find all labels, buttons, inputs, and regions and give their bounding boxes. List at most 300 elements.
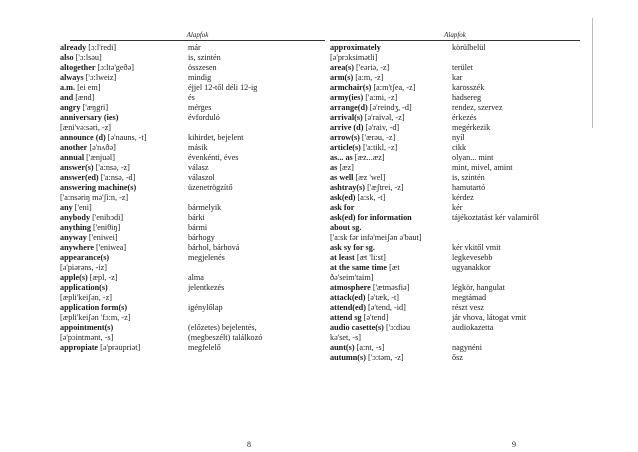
dictionary-entry [60,83,325,93]
entry-pronunciation: ['ɔ:lsəu] [73,53,102,62]
entry-pronunciation: [ə'prɔksimətli] [330,53,378,62]
entry-translation: megjelenés [188,253,225,262]
dictionary-entry [330,213,580,223]
dictionary-entry [330,123,580,133]
entry-headword: apple(s) [60,273,88,282]
entry-translation [188,123,325,133]
entry-pronunciation: [ə'tend, -id] [365,303,406,312]
entry-pronunciation: [æni'və:səri, -z] [60,123,112,132]
entry-pronunciation: ['eni] [72,203,92,212]
entry-translation: bárhogy [188,233,215,242]
dictionary-entry [60,113,325,123]
entry-headword-cell [60,213,188,223]
entry-translation: üzenetrögzítő [188,183,233,192]
entry-headword-cell [330,103,452,113]
dictionary-entry [60,153,325,163]
entry-pronunciation: ['a:nsə, -d] [98,173,136,182]
entry-translation: megtámad [452,293,487,302]
entry-headword: answer(s) [60,163,94,172]
entry-translation: kar [452,73,463,82]
entry-pronunciation: [a:sk, -t] [355,193,386,202]
dictionary-entry [60,293,325,303]
entry-translation: másik [188,143,208,152]
entry-headword-cell [60,73,188,83]
entry-translation: mérges [188,103,212,112]
entry-headword: area(s) [330,63,354,72]
entry-headword-cell [330,113,452,123]
entry-pronunciation: ['enibɔdi] [90,213,124,222]
entry-translation [452,233,580,243]
entry-headword: arrange(d) [330,103,368,112]
entry-headword-cell [330,253,452,263]
right-page [330,30,580,450]
entry-translation: éjjel 12-től déli 12-ig [188,83,258,92]
entry-headword: ask sy for sg. [330,243,375,252]
entry-translation: (megbeszélt) találkozó [188,333,263,342]
entry-translation: érkezés [452,113,477,122]
entry-pronunciation: [a:m, -z] [353,73,384,82]
entry-translation: cikk [452,143,467,152]
entry-headword-cell [330,53,452,63]
entry-headword-cell [330,93,452,103]
entry-headword-cell [330,353,452,363]
entry-pronunciation: [æz] [337,163,354,172]
entry-pronunciation: ['ærəu, -z] [359,133,396,142]
dictionary-entry [330,93,580,103]
entry-headword: at least [330,253,355,262]
dictionary-entry [330,153,580,163]
entry-headword-cell [330,183,452,193]
entry-headword-cell [330,203,452,213]
dictionary-entry [330,173,580,183]
entry-headword-cell [330,233,452,243]
entry-pronunciation: ['ɔ:diəu [383,323,411,332]
entry-headword-cell [60,193,188,203]
entry-headword-cell [330,73,452,83]
entry-translation: ősz [452,353,463,362]
entry-pronunciation: [ə'piərəns, -iz] [60,263,107,272]
right-entry-list [330,43,580,363]
entry-headword: arrive (d) [330,123,364,132]
dictionary-entry [330,83,580,93]
entry-headword-cell [330,303,452,313]
dictionary-entry [60,133,325,143]
entry-headword: attend sg [330,313,362,322]
entry-pronunciation: [ə'nauns, -t] [105,133,147,142]
entry-headword: atmosphere [330,283,371,292]
left-page-header: Alapfok [70,30,325,41]
entry-pronunciation: ['ænjuəl] [84,153,115,162]
dictionary-entry [330,203,580,213]
entry-headword: altogether [60,63,96,72]
entry-headword-cell [60,323,188,333]
entry-translation: (előzetes) bejelentés, [188,323,257,332]
entry-headword-cell [60,183,188,193]
entry-translation [452,223,580,233]
entry-headword: application(s) [60,283,108,292]
entry-translation: bárki [188,213,205,222]
right-page-header: Alapfok [330,30,580,41]
entry-headword: annual [60,153,85,162]
entry-headword-cell [330,63,452,73]
entry-headword-cell [330,213,452,223]
entry-headword-cell [60,63,188,73]
entry-headword-cell [330,223,452,233]
entry-pronunciation: kə'set, -s] [330,333,362,342]
entry-headword: attend(ed) [330,303,366,312]
dictionary-entry [60,213,325,223]
dictionary-entry [330,43,580,53]
entry-headword: aunt(s) [330,343,355,352]
entry-headword: ask for [330,203,355,212]
dictionary-entry [330,343,580,353]
entry-translation: hamutartó [452,183,486,192]
entry-translation: megérkezik [452,123,491,132]
entry-pronunciation: [ə'nʌðə] [87,143,116,152]
entry-pronunciation: [æpli'keiʃən, -z] [60,293,112,302]
dictionary-entry [330,73,580,83]
entry-headword-cell [60,313,188,323]
entry-headword-cell [60,283,188,293]
dictionary-entry [330,293,580,303]
dictionary-entry [330,283,580,293]
entry-headword: answer(ed) [60,173,99,182]
dictionary-entry [60,203,325,213]
dictionary-entry [60,173,325,183]
dictionary-entry [330,53,580,63]
dictionary-entry [60,243,325,253]
dictionary-entry [60,43,325,53]
entry-pronunciation: [a:m'tʃea, -z] [371,83,416,92]
entry-translation: legkevesebb [452,253,493,262]
dictionary-entry [60,263,325,273]
entry-headword: already [60,43,87,52]
entry-translation: bárhol, bárhová [188,243,240,252]
entry-headword-cell [330,313,452,323]
dictionary-entry [330,273,580,283]
dictionary-entry [60,163,325,173]
entry-pronunciation: [ə'reindʒ, -d] [367,103,412,112]
entry-headword: anybody [60,213,91,222]
entry-headword: a.m. [60,83,76,92]
entry-pronunciation: [æpl, -z] [87,273,118,282]
entry-headword: as well [330,173,354,182]
entry-translation: olyan... mint [452,153,494,162]
entry-translation: bármi [188,223,208,232]
entry-headword-cell [330,153,452,163]
entry-headword: about sg. [330,223,362,232]
entry-translation: alma [188,273,204,282]
entry-translation: válaszol [188,173,215,182]
dictionary-entry [330,313,580,323]
entry-headword-cell [330,243,452,253]
entry-headword-cell [330,283,452,293]
entry-translation: és [188,93,195,102]
dictionary-entry [330,333,580,343]
entry-translation [188,193,325,203]
entry-translation [452,333,580,343]
dictionary-entry [60,333,325,343]
left-page [60,30,325,450]
dictionary-entry [330,323,580,333]
entry-pronunciation: ['ɔ:lweiz] [83,73,117,82]
entry-headword-cell [60,123,188,133]
entry-pronunciation: [ə'tend] [361,313,389,322]
entry-headword-cell [60,43,188,53]
entry-pronunciation: ['a:nsə, -z] [93,163,130,172]
entry-translation: terület [452,63,473,72]
entry-translation: válasz [188,163,209,172]
left-page-number: 8 [247,440,251,449]
entry-translation: összesen [188,63,217,72]
entry-headword-cell [60,203,188,213]
entry-headword: ask(ed) [330,193,356,202]
entry-pronunciation: ['eniwea] [93,243,127,252]
dictionary-entry [60,183,325,193]
dictionary-entry [60,233,325,243]
entry-headword-cell [330,43,452,53]
entry-headword-cell [330,263,452,273]
entry-translation: kérdez [452,193,474,202]
dictionary-entry [60,63,325,73]
left-entry-list [60,43,325,353]
entry-translation: kér [452,203,463,212]
entry-headword-cell [60,153,188,163]
entry-headword: army(ies) [330,93,364,102]
entry-pronunciation: [ə'pɔintmənt, -s] [60,333,114,342]
scan-margin-line [592,18,593,128]
entry-headword-cell [60,143,188,153]
dictionary-entry [330,163,580,173]
dictionary-entry [60,193,325,203]
entry-headword-cell [330,293,452,303]
entry-headword-cell [330,193,452,203]
entry-translation: már [188,43,201,52]
entry-translation: mint, mivel, amint [452,163,513,172]
entry-translation: jelentkezés [188,283,225,292]
entry-headword: any [60,203,73,212]
entry-headword-cell [330,163,452,173]
entry-headword: anyway [60,233,87,242]
entry-translation: is, szintén [188,53,221,62]
entry-pronunciation: ['ɔ:təm, -z] [365,353,404,362]
entry-translation [452,53,580,63]
dictionary-entry [330,193,580,203]
dictionary-entry [330,183,580,193]
dictionary-entry [330,353,580,363]
entry-translation: tájékoztatást kér valamiről [452,213,539,222]
dictionary-entry [60,303,325,313]
entry-translation: megfelelő [188,343,221,352]
entry-pronunciation: ['a:mi, -z] [363,93,398,102]
entry-translation: igénylőlap [188,303,223,312]
entry-headword: audio casette(s) [330,323,384,332]
entry-headword: arrival(s) [330,113,363,122]
entry-headword: appearance(s) [60,253,110,262]
entry-headword: always [60,73,84,82]
entry-headword: anywhere [60,243,94,252]
dictionary-entry [60,103,325,113]
entry-headword-cell [60,263,188,273]
dictionary-entry [330,233,580,243]
entry-pronunciation: ðə'seim'taim] [330,273,374,282]
entry-pronunciation: [æpli'keiʃən 'fɔ:m, -z] [60,313,131,322]
entry-headword: appointment(s) [60,323,114,332]
entry-translation: kihirdet, bejelent [188,133,244,142]
entry-translation: karosszék [452,83,485,92]
entry-headword: answering machine(s) [60,183,137,192]
entry-headword-cell [60,273,188,283]
entry-translation [452,273,580,283]
entry-translation: ugyanakkor [452,263,491,272]
entry-headword-cell [60,303,188,313]
entry-pronunciation: ['æŋgri] [80,103,109,112]
entry-headword-cell [330,83,452,93]
dictionary-entry [60,343,325,353]
dictionary-entry [60,283,325,293]
entry-pronunciation: ['eəriə, -z] [353,63,390,72]
entry-headword: angry [60,103,81,112]
dictionary-entry [330,253,580,263]
entry-translation: bármelyik [188,203,222,212]
entry-pronunciation: ['æʃtrei, -z] [365,183,404,192]
entry-pronunciation: ['a:nsəriŋ mə'ʃi:n, -z] [60,193,129,202]
entry-translation [188,293,325,303]
dictionary-entry [330,63,580,73]
entry-headword-cell [60,343,188,353]
entry-translation: audiokazetta [452,323,494,332]
entry-pronunciation: [ɔ:l'redi] [86,43,117,52]
entry-headword-cell [60,163,188,173]
entry-pronunciation: ['a:sk fər infə'meiʃən ə'baut] [330,233,422,242]
dictionary-entry [60,73,325,83]
entry-headword-cell [60,243,188,253]
entry-headword-cell [60,53,188,63]
dictionary-entry [330,303,580,313]
dictionary-entry [330,243,580,253]
entry-headword-cell [330,273,452,283]
entry-headword: article(s) [330,143,361,152]
entry-translation: légkör, hangulat [452,283,505,292]
entry-translation: évenkénti, éves [188,153,239,162]
entry-headword: also [60,53,74,62]
entry-translation: évforduló [188,113,220,122]
entry-pronunciation: ['eniwei] [86,233,118,242]
entry-pronunciation: [ɔ:ltə'geðə] [95,63,134,72]
entry-headword-cell [60,83,188,93]
entry-headword: arm(s) [330,73,354,82]
entry-headword: arrow(s) [330,133,360,142]
entry-pronunciation: [æz 'wel] [353,173,386,182]
entry-pronunciation: [a:nt, -s] [354,343,385,352]
entry-headword: as... as [330,153,353,162]
entry-headword: ashtray(s) [330,183,366,192]
entry-headword: autumn(s) [330,353,366,362]
dictionary-entry [330,263,580,273]
dictionary-entry [60,323,325,333]
entry-pronunciation: [æt 'li:st] [354,253,386,262]
entry-headword-cell [330,123,452,133]
entry-translation: mindig [188,73,212,82]
entry-headword-cell [60,293,188,303]
right-page-number: 9 [512,440,516,449]
entry-translation: rendez, szervez [452,103,503,112]
entry-headword-cell [60,103,188,113]
entry-headword-cell [60,93,188,103]
entry-translation: kér vkitől vmit [452,243,501,252]
entry-headword: at the same time [330,263,388,272]
entry-headword: application form(s) [60,303,128,312]
entry-headword-cell [60,253,188,263]
entry-headword-cell [60,133,188,143]
entry-translation: jár vhova, látogat vmit [452,313,527,322]
entry-headword-cell [60,333,188,343]
entry-translation [188,313,325,323]
entry-translation: nagynéni [452,343,483,352]
entry-headword-cell [330,143,452,153]
entry-headword: approximately [330,43,381,52]
entry-pronunciation: [ə'tæk, -t] [365,293,400,302]
entry-headword: another [60,143,88,152]
entry-pronunciation: [ə'prəupriət] [98,343,141,352]
entry-headword: anything [60,223,91,232]
entry-translation: hadsereg [452,93,482,102]
entry-translation [188,263,325,273]
dictionary-entry [330,113,580,123]
entry-headword: ask(ed) for information [330,213,412,222]
entry-headword: as [330,163,338,172]
entry-pronunciation: [ə'raiv, -d] [363,123,400,132]
entry-pronunciation: ['ætməsfiə] [370,283,410,292]
entry-headword-cell [330,323,452,333]
entry-pronunciation: [ænd] [73,93,95,102]
entry-headword-cell [330,173,452,183]
entry-headword-cell [330,133,452,143]
entry-headword: armchair(s) [330,83,372,92]
dictionary-entry [60,93,325,103]
entry-pronunciation: ['eniθiŋ] [90,223,121,232]
dictionary-entry [60,313,325,323]
entry-pronunciation: ['a:tikl, -z] [360,143,398,152]
entry-headword: announce (d) [60,133,106,142]
dictionary-entry [60,223,325,233]
entry-headword: attack(ed) [330,293,366,302]
entry-translation: körülbelül [452,43,486,52]
dictionary-entry [330,103,580,113]
entry-pronunciation: [æz...æz] [352,153,385,162]
dictionary-entry [60,253,325,263]
dictionary-entry [60,123,325,133]
entry-headword-cell [60,173,188,183]
entry-translation: nyíl [452,133,465,142]
entry-headword-cell [330,343,452,353]
entry-headword-cell [60,233,188,243]
entry-headword: appropiate [60,343,99,352]
entry-pronunciation: [æt [387,263,400,272]
dictionary-entry [330,143,580,153]
entry-headword: anniversary (ies) [60,113,119,122]
dictionary-entry [60,143,325,153]
dictionary-entry [330,223,580,233]
entry-translation: részt vesz [452,303,485,312]
entry-headword-cell [330,333,452,343]
entry-translation: is, szintén [452,173,485,182]
entry-pronunciation: [ə'raivəl, -z] [362,113,405,122]
entry-headword-cell [60,223,188,233]
dictionary-entry [330,133,580,143]
dictionary-entry [60,273,325,283]
dictionary-entry [60,53,325,63]
